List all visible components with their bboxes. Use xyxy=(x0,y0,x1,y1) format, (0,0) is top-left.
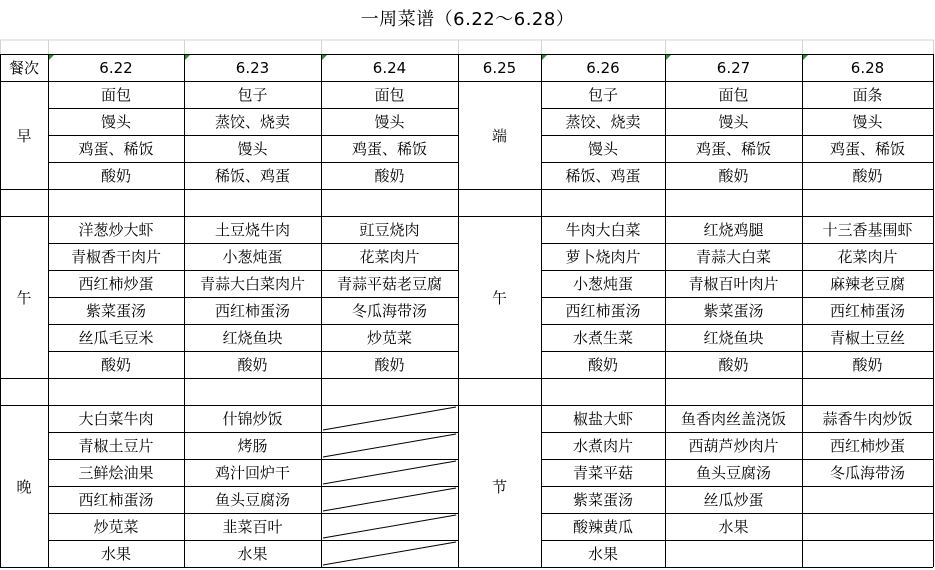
date-header: 6.25 xyxy=(482,58,517,77)
menu-item: 牛肉大白菜 xyxy=(565,221,641,239)
menu-item: 红烧鱼块 xyxy=(703,329,764,347)
meal-header: 餐次 xyxy=(8,59,39,77)
menu-item: 酸奶 xyxy=(237,356,268,374)
menu-item: 水煮肉片 xyxy=(572,437,633,455)
empty-cell-slash xyxy=(323,461,456,484)
menu-item: 酸奶 xyxy=(852,356,883,374)
menu-item: 鸡汁回炉干 xyxy=(214,464,290,482)
empty-cell-slash xyxy=(323,407,456,430)
menu-item: 韭菜百叶 xyxy=(222,518,283,536)
menu-item: 西红柿蛋汤 xyxy=(565,302,641,320)
menu-item: 馒头 xyxy=(374,113,405,131)
menu-item: 炒苋菜 xyxy=(366,329,412,347)
menu-item: 土豆烧牛肉 xyxy=(214,221,290,239)
menu-item: 丝瓜毛豆米 xyxy=(78,329,154,347)
menu-item: 丝瓜炒蛋 xyxy=(703,491,764,509)
menu-item: 烤肠 xyxy=(237,437,268,455)
menu-item: 紫菜蛋汤 xyxy=(85,302,146,320)
menu-item: 青椒香干肉片 xyxy=(70,248,161,266)
menu-item: 青菜平菇 xyxy=(572,464,633,482)
menu-item: 青蒜大白菜肉片 xyxy=(199,275,305,293)
date-header: 6.28 xyxy=(850,58,885,77)
menu-item: 面条 xyxy=(852,86,883,104)
menu-item: 馒头 xyxy=(100,113,131,131)
menu-item: 包子 xyxy=(587,86,618,104)
menu-item: 西红柿蛋汤 xyxy=(78,491,154,509)
menu-item: 面包 xyxy=(718,86,749,104)
menu-item: 面包 xyxy=(374,86,405,104)
menu-item: 青蒜平菇老豆腐 xyxy=(336,275,442,293)
empty-cell-slash xyxy=(323,542,456,565)
menu-item: 馒头 xyxy=(852,113,883,131)
menu-item: 水果 xyxy=(100,545,131,563)
menu-item: 西红柿炒蛋 xyxy=(829,437,905,455)
menu-item: 酸奶 xyxy=(718,356,749,374)
menu-item: 小葱炖蛋 xyxy=(572,275,633,293)
menu-item: 麻辣老豆腐 xyxy=(829,275,905,293)
menu-item: 酸奶 xyxy=(718,167,749,185)
date-header: 6.26 xyxy=(586,58,620,77)
menu-item: 紫菜蛋汤 xyxy=(703,302,764,320)
holiday-label: 端 xyxy=(491,126,507,145)
meal-label: 午 xyxy=(16,288,32,307)
menu-item: 稀饭、鸡蛋 xyxy=(565,167,641,185)
menu-item: 水果 xyxy=(237,545,268,563)
menu-item: 西红柿蛋汤 xyxy=(214,302,290,320)
menu-item: 馒头 xyxy=(587,140,618,158)
menu-item: 包子 xyxy=(237,86,268,104)
menu-item: 水煮生菜 xyxy=(572,329,633,347)
menu-item: 酸奶 xyxy=(100,167,131,185)
menu-item: 酸辣黄瓜 xyxy=(572,518,633,536)
menu-item: 椒盐大虾 xyxy=(572,410,633,428)
menu-item: 馒头 xyxy=(718,113,749,131)
menu-item: 十三香基围虾 xyxy=(822,221,913,239)
empty-cell-slash xyxy=(323,488,456,511)
menu-item: 鸡蛋、稀饭 xyxy=(78,140,154,158)
menu-item: 冬瓜海带汤 xyxy=(829,464,905,482)
menu-item: 水果 xyxy=(718,518,749,536)
menu-item: 水果 xyxy=(587,545,618,563)
menu-item: 蒜香牛肉炒饭 xyxy=(822,410,913,428)
date-header: 6.23 xyxy=(235,58,270,77)
menu-item: 萝卜烧肉片 xyxy=(565,248,641,266)
menu-item: 青蒜大白菜 xyxy=(695,248,771,266)
menu-item: 鱼香肉丝盖浇饭 xyxy=(680,410,786,428)
menu-item: 豇豆烧肉 xyxy=(359,221,420,239)
menu-item: 紫菜蛋汤 xyxy=(572,491,633,509)
menu-item: 面包 xyxy=(100,86,131,104)
menu-item: 炒苋菜 xyxy=(93,518,139,536)
menu-item: 大白菜牛肉 xyxy=(78,410,154,428)
menu-item: 冬瓜海带汤 xyxy=(351,302,427,320)
meal-label: 早 xyxy=(16,126,32,145)
menu-item: 花菜肉片 xyxy=(837,248,898,266)
date-header: 6.24 xyxy=(372,58,407,77)
menu-item: 青椒百叶肉片 xyxy=(688,275,779,293)
holiday-label: 午 xyxy=(491,288,507,307)
menu-item: 什锦炒饭 xyxy=(222,410,283,428)
menu-item: 稀饭、鸡蛋 xyxy=(214,167,290,185)
menu-item: 馒头 xyxy=(237,140,268,158)
menu-item: 小葱炖蛋 xyxy=(222,248,283,266)
meal-label: 晚 xyxy=(16,477,32,496)
menu-item: 蒸饺、烧卖 xyxy=(214,113,290,131)
menu-item: 酸奶 xyxy=(100,356,131,374)
menu-item: 酸奶 xyxy=(852,167,883,185)
page-title: 一周菜谱（6.22～6.28） xyxy=(360,9,575,30)
menu-item: 鸡蛋、稀饭 xyxy=(829,140,905,158)
menu-item: 鱼头豆腐汤 xyxy=(214,491,290,509)
menu-item: 酸奶 xyxy=(587,356,618,374)
holiday-label: 节 xyxy=(491,477,507,496)
empty-cell-slash xyxy=(323,515,456,538)
menu-item: 鸡蛋、稀饭 xyxy=(695,140,771,158)
menu-item: 青椒土豆片 xyxy=(78,437,154,455)
menu-item: 鸡蛋、稀饭 xyxy=(351,140,427,158)
menu-item: 红烧鱼块 xyxy=(222,329,283,347)
menu-item: 酸奶 xyxy=(374,167,405,185)
menu-item: 三鲜烩油果 xyxy=(78,464,154,482)
menu-item: 西红柿炒蛋 xyxy=(78,275,154,293)
menu-item: 蒸饺、烧卖 xyxy=(565,113,641,131)
menu-item: 酸奶 xyxy=(374,356,405,374)
menu-item: 红烧鸡腿 xyxy=(703,221,764,239)
menu-item: 花菜肉片 xyxy=(359,248,420,266)
menu-item: 西葫芦炒肉片 xyxy=(688,437,779,455)
empty-cell-slash xyxy=(323,434,456,457)
menu-item: 青椒土豆丝 xyxy=(829,329,905,347)
menu-item: 洋葱炒大虾 xyxy=(78,221,154,239)
date-header: 6.22 xyxy=(99,58,133,77)
menu-item: 鱼头豆腐汤 xyxy=(695,464,771,482)
menu-item: 西红柿蛋汤 xyxy=(829,302,905,320)
date-header: 6.27 xyxy=(716,58,751,77)
